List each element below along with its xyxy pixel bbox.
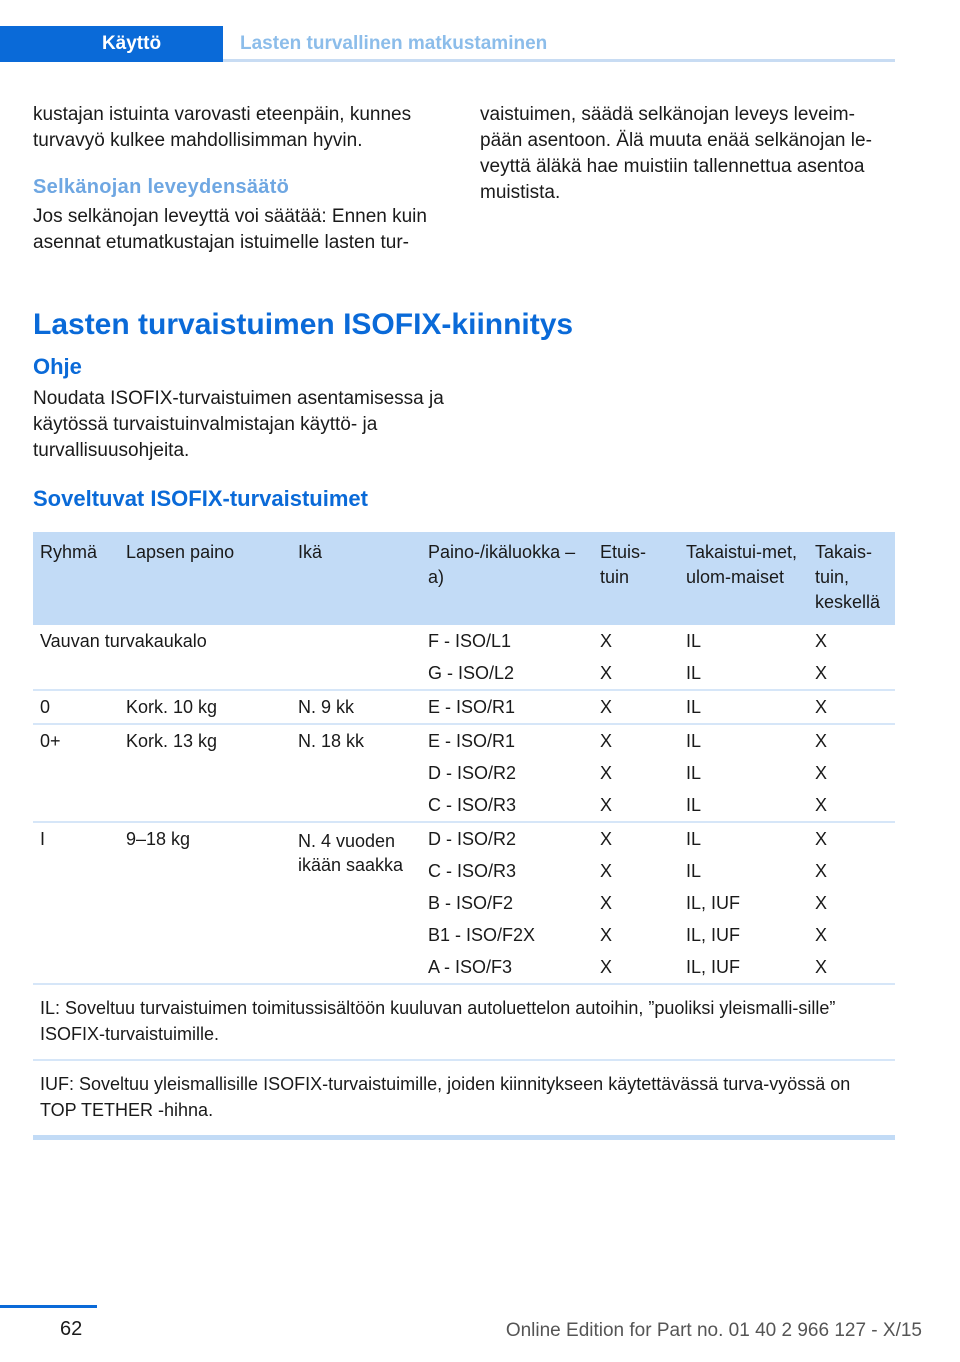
intro-paragraph: kustajan istuinta varovasti eteenpäin, kunnes turvavyö kulkee mahdollisimman hyvin. xyxy=(33,104,412,151)
col-header-rear-outer: Takaistui-met, ulom-maiset xyxy=(679,532,808,625)
cell-class: E - ISO/R1 D - ISO/R2 C - ISO/R3 xyxy=(421,724,593,822)
cell-rear-outer: IL IL xyxy=(679,625,808,690)
table-row xyxy=(33,625,895,690)
cell-class: E - ISO/R1 xyxy=(421,690,593,724)
cell-rear-outer: IL IL IL, IUF IL, IUF IL, IUF xyxy=(679,822,808,984)
note-text: Noudata ISOFIX-turvaistuimen asentamisessa ja käytössä turvaistuinvalmistajan käyttö- ja turvallisuusohjeita. xyxy=(33,388,444,461)
cell-weight: Kork. 10 kg xyxy=(119,690,291,724)
table-header-row xyxy=(33,532,895,625)
right-column xyxy=(480,102,895,206)
running-header xyxy=(0,26,895,62)
table-footnote-row xyxy=(33,984,895,1060)
section-heading: Lasten turvaistuimen ISOFIX-kiinnitys xyxy=(33,308,574,341)
cell-group: 0+ xyxy=(33,724,119,822)
footnote-iuf: IUF: Soveltuu yleismallisille ISOFIX-turvaistuimille, joiden kiinnitykseen käytettävässä turva-vyössä on TOP TETHER -hihna. xyxy=(33,1060,895,1138)
cell-age: N. 9 kk xyxy=(291,690,421,724)
col-header-group: Ryhmä xyxy=(33,532,119,625)
cell-rear-middle: X X X X X xyxy=(808,822,895,984)
col-header-rear-middle: Takais-tuin, keskellä xyxy=(808,532,895,625)
cell-rear-middle: X X X xyxy=(808,724,895,822)
cell-group: Vauvan turvakaukalo xyxy=(33,625,421,690)
cell-front: X X X X X xyxy=(593,822,679,984)
page-number: 62 xyxy=(60,1318,83,1340)
table-heading: Soveltuvat ISOFIX-turvaistuimet xyxy=(33,486,368,511)
cell-group: 0 xyxy=(33,690,119,724)
section-title: Lasten turvallinen matkustaminen xyxy=(240,33,548,54)
backrest-width-heading: Selkänojan leveydensäätö xyxy=(33,176,290,198)
cell-front: X X X xyxy=(593,724,679,822)
cell-age: N. 4 vuoden ikään saakka xyxy=(291,822,421,984)
cell-weight: 9–18 kg xyxy=(119,822,291,984)
cell-rear-outer: IL IL IL xyxy=(679,724,808,822)
cell-front: X xyxy=(593,690,679,724)
cell-class: F - ISO/L1 G - ISO/L2 xyxy=(421,625,593,690)
note-heading: Ohje xyxy=(33,354,82,379)
cell-group: I xyxy=(33,822,119,984)
col-header-front-seat: Etuis-tuin xyxy=(593,532,679,625)
cell-rear-middle: X X xyxy=(808,625,895,690)
cell-rear-middle: X xyxy=(808,690,895,724)
footnote-il: IL: Soveltuu turvaistuimen toimitussisältöön kuuluvan autoluettelon autoihin, ”puoliksi yleismalli-sille” ISOFIX-turvaistuimille. xyxy=(33,984,895,1060)
table-row xyxy=(33,724,895,822)
chapter-tab: Käyttö xyxy=(0,26,223,62)
cell-front: X X xyxy=(593,625,679,690)
cell-class: D - ISO/R2 C - ISO/R3 B - ISO/F2 B1 - ISO/F2X A - ISO/F3 xyxy=(421,822,593,984)
header-rule xyxy=(223,59,895,62)
col-header-class: Paino-/ikäluokka – a) xyxy=(421,532,593,625)
table-footnote-row xyxy=(33,1060,895,1138)
footer-rule xyxy=(0,1305,97,1308)
cell-age: N. 18 kk xyxy=(291,724,421,822)
table-row xyxy=(33,690,895,724)
cell-rear-outer: IL xyxy=(679,690,808,724)
table-row xyxy=(33,822,895,984)
edition-text: Online Edition for Part no. 01 40 2 966 127 - X/15 xyxy=(505,1320,922,1341)
col-header-weight: Lapsen paino xyxy=(119,532,291,625)
cell-weight: Kork. 13 kg xyxy=(119,724,291,822)
backrest-paragraph: Jos selkänojan leveyttä voi säätää: Ennen kuin asennat etumatkustajan istuimelle lasten tur- xyxy=(33,206,427,253)
left-column xyxy=(33,102,443,256)
col-header-age: Ikä xyxy=(291,532,421,625)
continued-paragraph: vaistuimen, säädä selkänojan leveys leveim-pään asentoon. Älä muuta enää selkänojan le-veyttä äläkä hae muistiin tallennettua asentoa muistista. xyxy=(480,104,872,203)
isofix-table xyxy=(33,532,895,1140)
